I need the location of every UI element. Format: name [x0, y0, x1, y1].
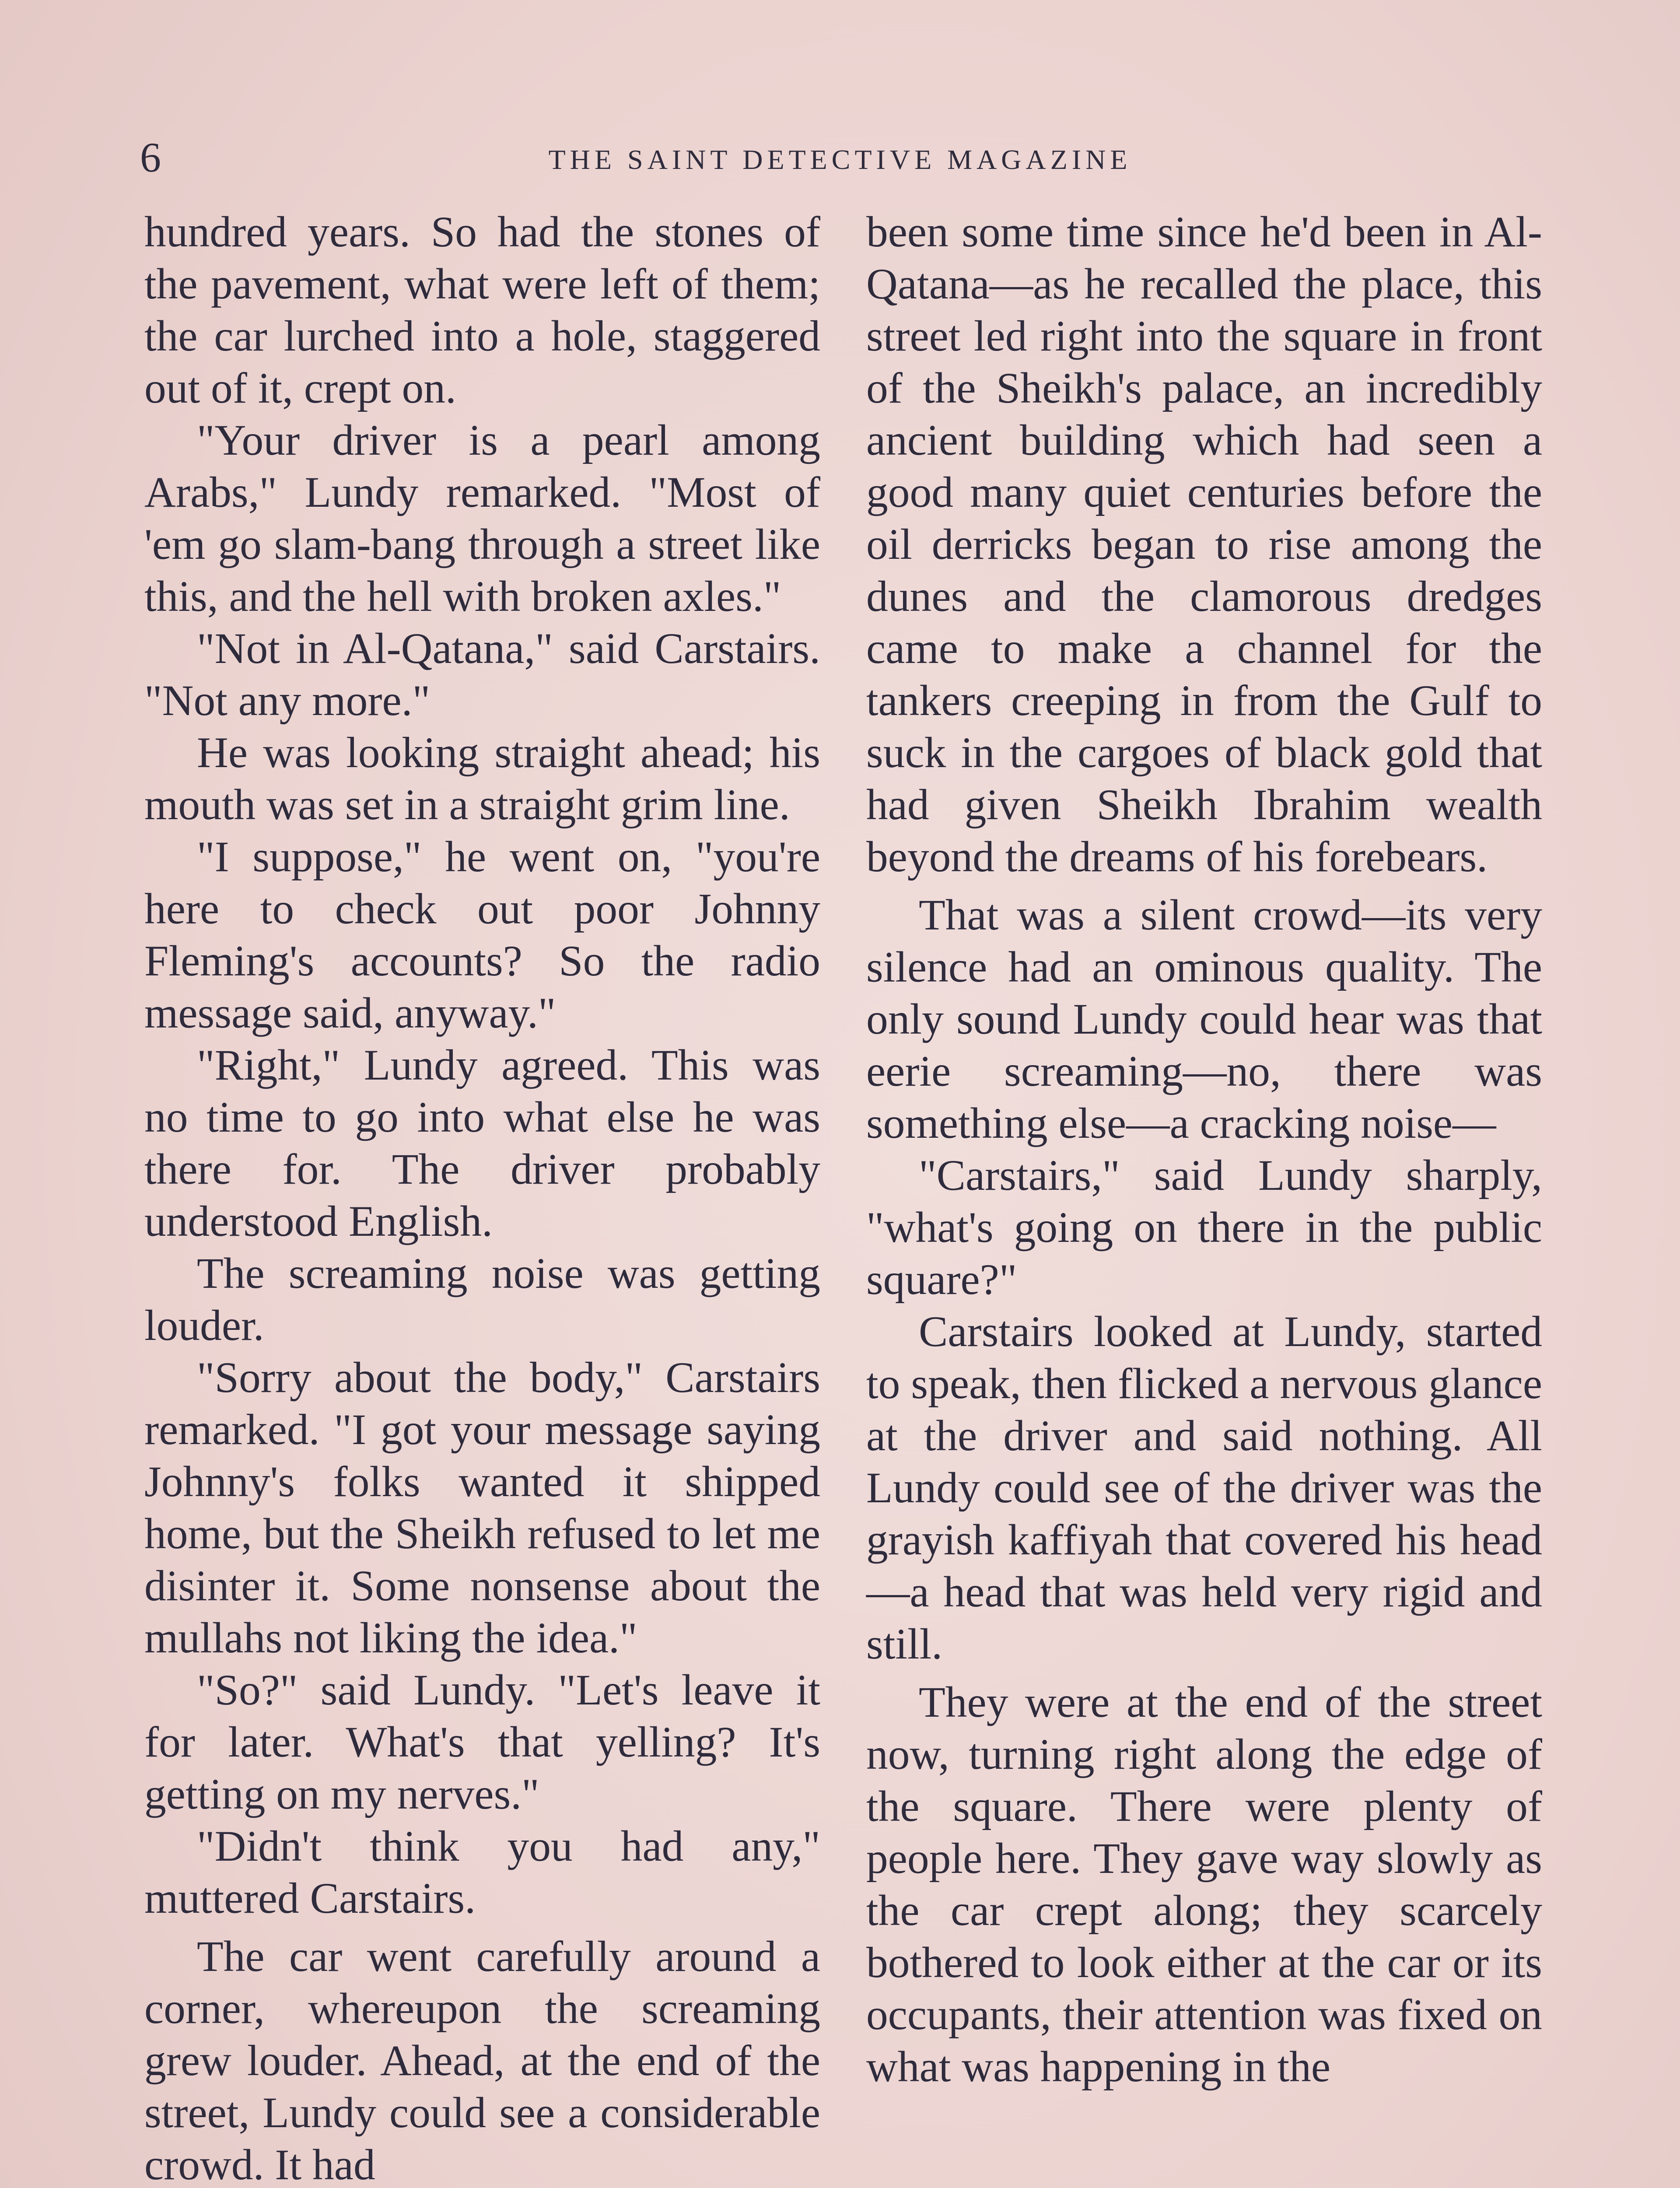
magazine-title: THE SAINT DETECTIVE MAGAZINE: [548, 144, 1132, 175]
paragraph: "Carstairs," said Lundy sharply, "what's going on there in the public square?": [866, 1151, 1542, 1304]
paragraph: They were at the end of the street now, turning right along the edge of the square. There were plenty of people here. They gave way slowly as the car crept along; they scarcely bothered to look either at the car or its occupants, their attention was fixed on what was happening in the: [866, 1678, 1542, 2091]
paragraph: "Your driver is a pearl among Arabs," Lundy remarked. "Most of 'em go slam-bang through a street like this, and the hell with broken axles.": [144, 416, 820, 621]
page-header: [140, 131, 1540, 184]
right-column: [866, 206, 1542, 2093]
paragraph: "Not in Al-Qatana," said Carstairs. "Not any more.": [144, 624, 820, 725]
paragraph: Carstairs looked at Lundy, started to speak, then flicked a nervous glance at the driver and said nothing. All Lundy could see of the driver was the grayish kaffiyah that covered his head—a head that was held very rigid and still.: [866, 1307, 1542, 1668]
paragraph: The car went carefully around a corner, whereupon the screaming grew louder. Ahead, at the end of the street, Lundy could see a considerable crowd. It had: [144, 1932, 820, 2188]
paragraph: "I suppose," he went on, "you're here to check out poor Johnny Fleming's accounts? So the radio message said, anyway.": [144, 832, 820, 1037]
page-number: 6: [140, 134, 161, 181]
paragraph: "Right," Lundy agreed. This was no time to go into what else he was there for. The driver probably understood English.: [144, 1041, 820, 1245]
left-column: [144, 206, 820, 2188]
paragraph: been some time since he'd been in Al-Qatana—as he recalled the place, this street led right into the square in front of the Sheikh's palace, an incredibly ancient building which had seen a good many quiet centuries before the oil derricks began to rise among the dunes and the clamorous dredges came to make a channel for the tankers creeping in from the Gulf to suck in the cargoes of black gold that had given Sheikh Ibrahim wealth beyond the dreams of his forebears.: [866, 207, 1542, 881]
paragraph: The screaming noise was getting louder.: [144, 1249, 820, 1350]
paragraph: "Sorry about the body," Carstairs remarked. "I got your message saying Johnny's folks wanted it shipped home, but the Sheikh refused to let me disinter it. Some nonsense about the mullahs not liking the idea.": [144, 1353, 820, 1662]
paragraph: "So?" said Lundy. "Let's leave it for later. What's that yelling? It's getting on my nerves.": [144, 1666, 820, 1818]
paragraph: That was a silent crowd—its very silence had an ominous quality. The only sound Lundy could hear was that eerie screaming—no, there was something else—a cracking noise—: [866, 891, 1542, 1147]
paragraph: hundred years. So had the stones of the pavement, what were left of them; the car lurched into a hole, staggered out of it, crept on.: [144, 207, 820, 412]
paragraph: He was looking straight ahead; his mouth was set in a straight grim line.: [144, 728, 820, 829]
paragraph: "Didn't think you had any," muttered Carstairs.: [144, 1822, 820, 1922]
